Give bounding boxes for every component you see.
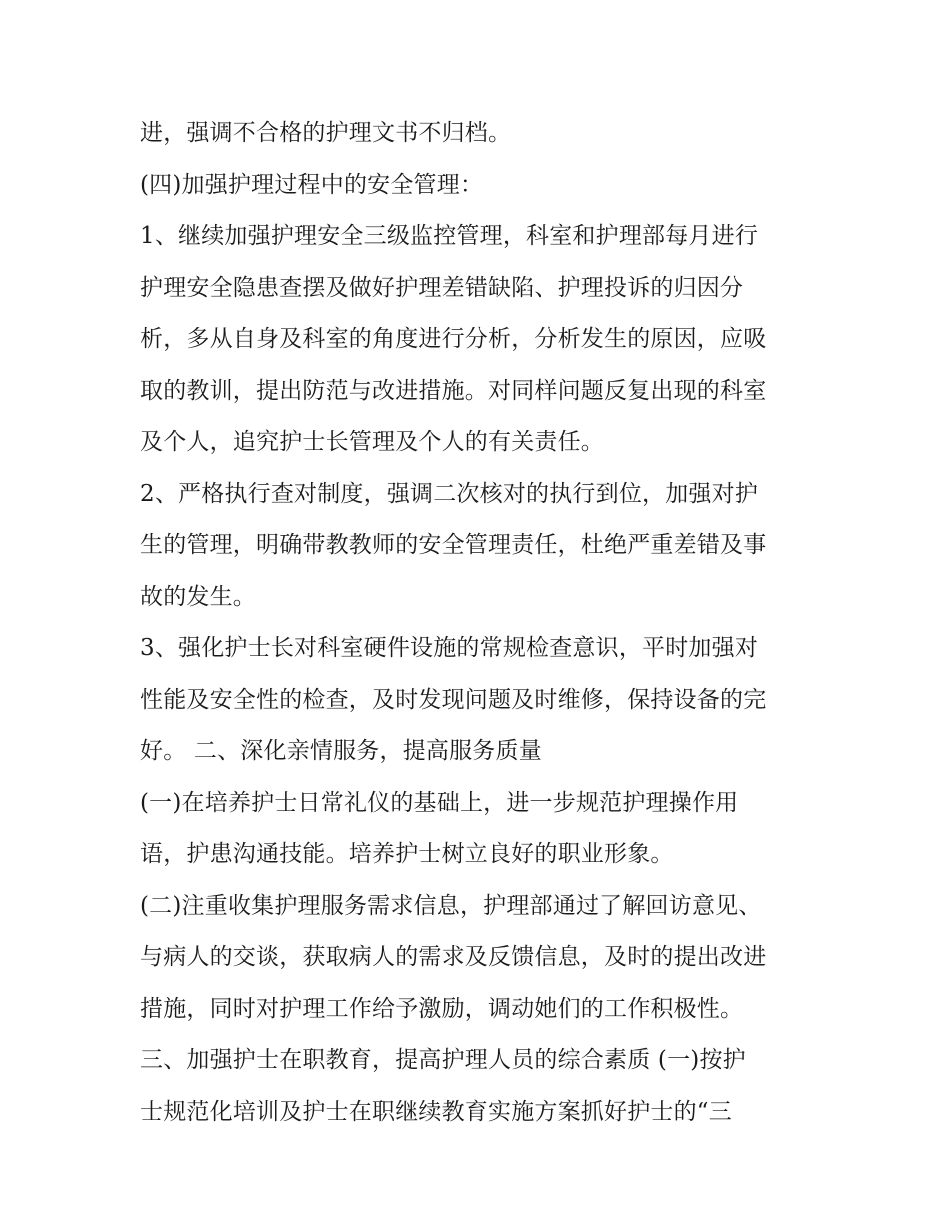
text-line: 取的教训，提出防范与改进措施。对同样问题反复出现的科室 [140, 377, 767, 404]
text-line: 好。 二、深化亲情服务，提高服务质量 [140, 738, 542, 764]
text-line: 进，强调不合格的护理文书不归档。 [140, 120, 512, 146]
text-line: 故的发生。 [140, 583, 256, 610]
text-line: 性能及安全性的检查，及时发现问题及时维修，保持设备的完 [140, 686, 767, 713]
text-line: 与病人的交谈，获取病人的需求及反馈信息，及时的提出改进 [140, 944, 767, 970]
text-line: 措施，同时对护理工作给予激励，调动她们的工作积极性。 [140, 995, 744, 1022]
section-heading: (四)加强护理过程中的安全管理： [140, 171, 484, 198]
text-line: 士规范化培训及护士在职继续教育实施方案抓好护士的“三 [140, 1098, 732, 1125]
text-line: 生的管理，明确带教教师的安全管理责任，杜绝严重差错及事 [140, 532, 767, 558]
text-line: 1、继续加强护理安全三级监控管理，科室和护理部每月进行 [140, 223, 759, 249]
text-line: 护理安全隐患查摆及做好护理差错缺陷、护理投诉的归因分 [140, 274, 744, 301]
text-line: 析，多从自身及科室的角度进行分析，分析发生的原因，应吸 [140, 326, 767, 352]
text-line: (一)在培养护士日常礼仪的基础上，进一步规范护理操作用 [140, 789, 739, 816]
text-line: 2、严格执行查对制度，强调二次核对的执行到位，加强对护 [140, 480, 759, 507]
text-line: 3、强化护士长对科室硬件设施的常规检查意识，平时加强对 [140, 635, 759, 661]
text-line: 及个人，追究护士长管理及个人的有关责任。 [140, 429, 604, 455]
text-line: 三、加强护士在职教育，提高护理人员的综合素质 (一)按护 [140, 1047, 746, 1073]
text-line: (二)注重收集护理服务需求信息，护理部通过了解回访意见、 [140, 892, 762, 919]
text-line: 语，护患沟通技能。培养护士树立良好的职业形象。 [140, 841, 674, 867]
document-body [140, 108, 830, 1138]
